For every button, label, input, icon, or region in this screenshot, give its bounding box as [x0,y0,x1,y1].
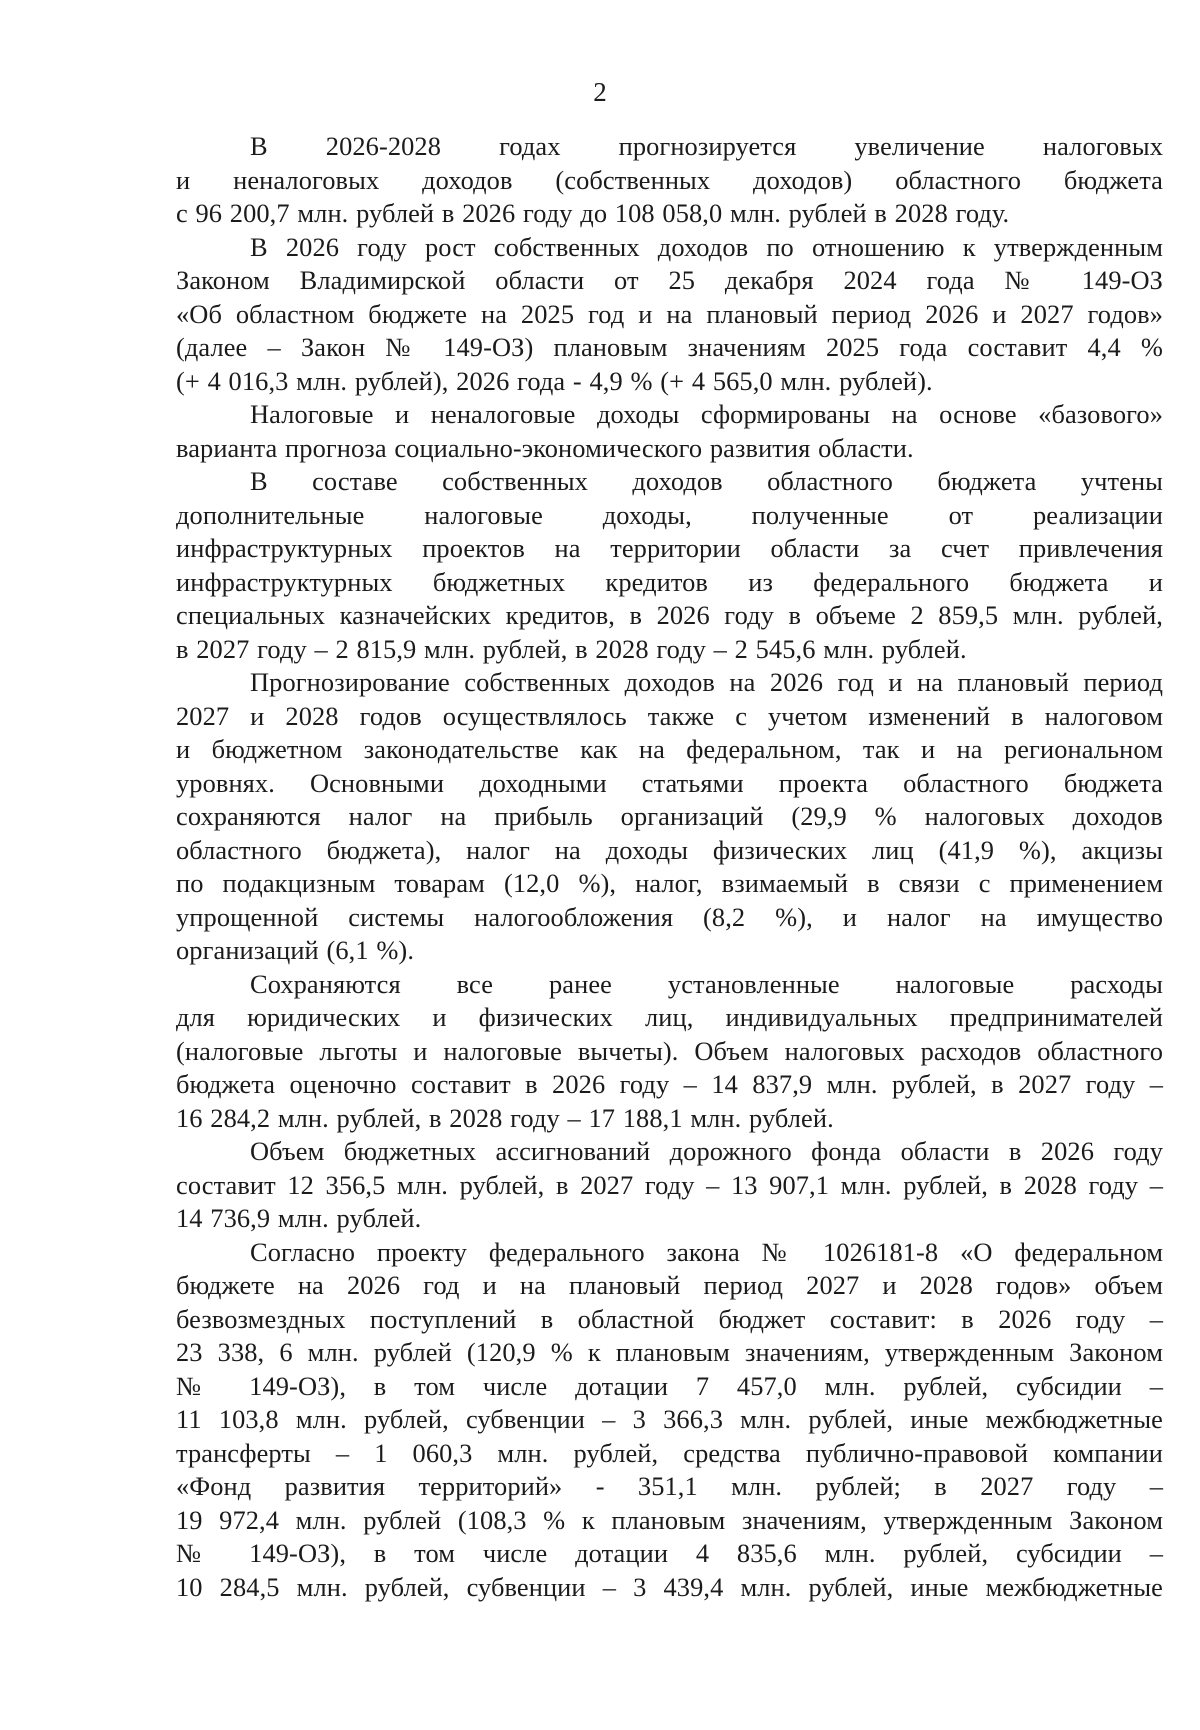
text-line: составит 12 356,5 млн. рублей, в 2027 году – 13 907,1 млн. рублей, в 2028 году – [176,1169,1163,1200]
text-line: инфраструктурных проектов на территории области за счет привлечения [176,533,1163,563]
text-line: (далее – Закон № 149-ОЗ) плановым значениям 2025 года составит 4,4 % [176,332,1163,362]
text-line: организаций (6,1 %). [176,935,415,965]
text-line: и бюджетном законодательстве как на федеральном, так и на региональном [176,734,1163,764]
text-line: с 96 200,7 млн. рублей в 2026 году до 108 058,0 млн. рублей в 2028 году. [176,198,1010,228]
text-line: в 2027 году – 2 815,9 млн. рублей, в 2028 году – 2 545,6 млн. рублей. [176,633,967,664]
text-line: 23 338, 6 млн. рублей (120,9 % к плановым значениям, утвержденным Законом [176,1337,1163,1367]
text-line: Согласно проекту федерального закона № 1026181-8 «О федеральном [250,1236,1163,1267]
paragraph [176,398,1163,465]
text-line: «Об областном бюджете на 2025 год и на плановый период 2026 и 2027 годов» [176,298,1163,329]
document-body [176,130,1163,1604]
text-line: 14 736,9 млн. рублей. [176,1203,422,1233]
paragraph [176,1135,1163,1236]
paragraph [176,231,1163,399]
text-line: 10 284,5 млн. рублей, субвенции – 3 439,4 млн. рублей, иные межбюджетные [176,1571,1163,1602]
text-line: упрощенной системы налогообложения (8,2 %), и налог на имущество [176,901,1163,932]
text-line: «Фонд развития территорий» - 351,1 млн. рублей; в 2027 году – [176,1471,1163,1501]
text-line: для юридических и физических лиц, индивидуальных предпринимателей [176,1002,1163,1032]
text-line: 2027 и 2028 годов осуществлялось также с учетом изменений в налоговом [176,700,1163,731]
text-line: В составе собственных доходов областного бюджета учтены [250,466,1163,496]
paragraph [176,666,1163,968]
paragraph [176,465,1163,666]
text-line: В 2026-2028 годах прогнозируется увеличение налоговых [250,131,1163,161]
text-line: сохраняются налог на прибыль организаций (29,9 % налоговых доходов [176,801,1163,831]
text-line: № 149-ОЗ), в том числе дотации 4 835,6 млн. рублей, субсидии – [176,1538,1163,1568]
text-line: трансферты – 1 060,3 млн. рублей, средства публично-правовой компании [176,1437,1163,1468]
paragraph [176,130,1163,231]
page-number: 2 [593,77,607,107]
text-line: Прогнозирование собственных доходов на 2026 год и на плановый период [250,667,1163,697]
text-line: (+ 4 016,3 млн. рублей), 2026 года - 4,9 % (+ 4 565,0 млн. рублей). [176,365,933,396]
text-line: по подакцизным товарам (12,0 %), налог, взимаемый в связи с применением [176,868,1163,898]
text-line: Налоговые и неналоговые доходы сформированы на основе «базового» [250,399,1163,429]
paragraph [176,1236,1163,1605]
text-line: 19 972,4 млн. рублей (108,3 % к плановым значениям, утвержденным Законом [176,1504,1163,1535]
paragraph [176,968,1163,1136]
text-line: областного бюджета), налог на доходы физических лиц (41,9 %), акцизы [176,834,1163,865]
text-line: бюджете на 2026 год и на плановый период 2027 и 2028 годов» объем [176,1270,1163,1300]
text-line: и неналоговых доходов (собственных доходов) областного бюджета [176,164,1163,195]
text-line: Законом Владимирской области от 25 декабря 2024 года № 149-ОЗ [176,265,1163,295]
text-line: В 2026 году рост собственных доходов по отношению к утвержденным [250,231,1163,262]
text-line: 16 284,2 млн. рублей, в 2028 году – 17 188,1 млн. рублей. [176,1102,834,1133]
text-line: инфраструктурных бюджетных кредитов из федерального бюджета и [176,566,1163,597]
text-line: (налоговые льготы и налоговые вычеты). Объем налоговых расходов областного [176,1035,1163,1066]
text-line: Сохраняются все ранее установленные налоговые расходы [250,968,1163,999]
text-line: варианта прогноза социально-экономического развития области. [176,432,914,463]
text-line: уровнях. Основными доходными статьями проекта областного бюджета [176,767,1163,798]
text-line: 11 103,8 млн. рублей, субвенции – 3 366,3 млн. рублей, иные межбюджетные [176,1404,1163,1434]
text-line: Объем бюджетных ассигнований дорожного фонда области в 2026 году [250,1136,1163,1166]
text-line: специальных казначейских кредитов, в 2026 году в объеме 2 859,5 млн. рублей, [176,600,1163,630]
text-line: безвозмездных поступлений в областной бюджет составит: в 2026 году – [176,1303,1163,1334]
text-line: № 149-ОЗ), в том числе дотации 7 457,0 млн. рублей, субсидии – [176,1370,1163,1401]
text-line: бюджета оценочно составит в 2026 году – 14 837,9 млн. рублей, в 2027 году – [176,1069,1163,1099]
text-line: дополнительные налоговые доходы, полученные от реализации [176,499,1163,530]
